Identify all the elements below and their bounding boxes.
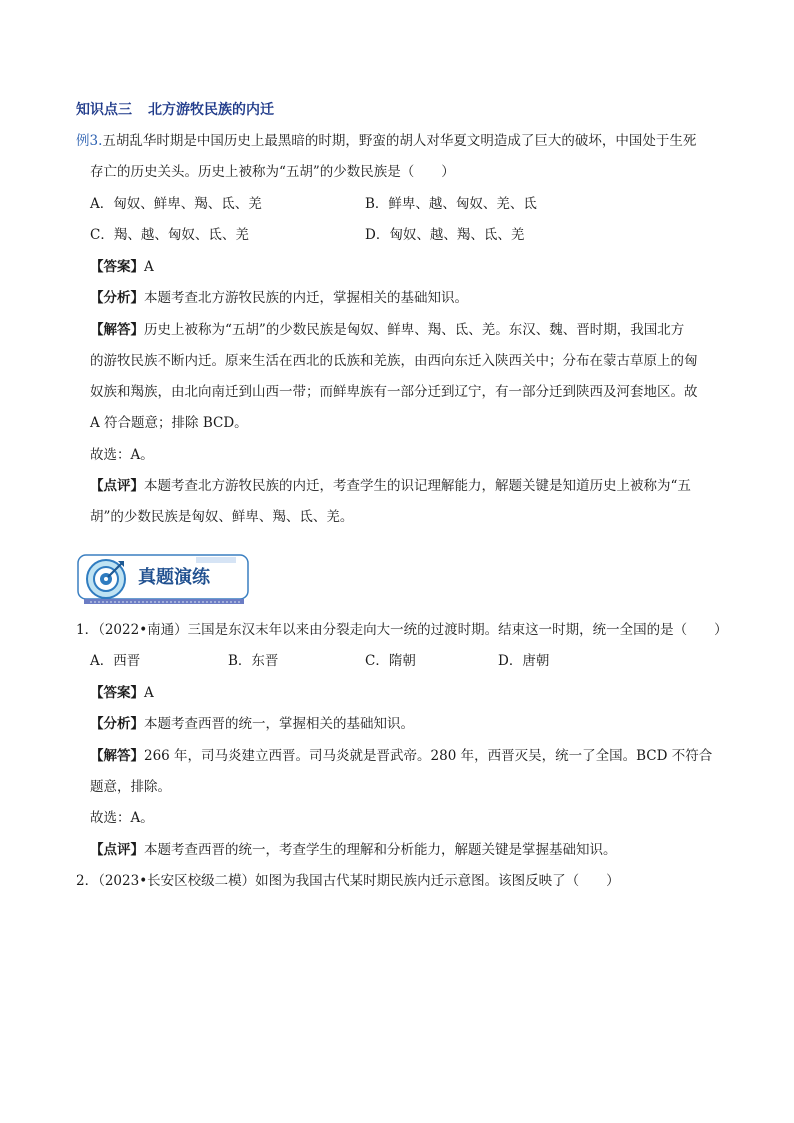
q1-stem: 1．（2022•南通）三国是东汉末年以来由分裂走向大一统的过渡时期。结束这一时期，统一全国的是（ ） (76, 622, 728, 638)
q1-option-b: B．东晋 (228, 653, 279, 669)
example-analysis (90, 288, 468, 308)
example-label: 例3. (76, 133, 103, 149)
example-stem-line-2: 存亡的历史关头。历史上被称为“五胡”的少数民族是（ ） (90, 164, 455, 180)
comment-tag: 【点评】 (90, 842, 144, 858)
example-solution-line-4: A 符合题意；排除 BCD。 (90, 415, 248, 431)
q1-option-d: D．唐朝 (498, 653, 550, 669)
solution-tag: 【解答】 (90, 748, 144, 764)
comment-tag: 【点评】 (90, 478, 144, 494)
answer-value: A (144, 259, 154, 275)
answer-value: A (144, 685, 154, 701)
example-option-c: C．羯、越、匈奴、氐、羌 (90, 227, 249, 243)
solution-text: 266 年，司马炎建立西晋。司马炎就是晋武帝。280 年，西晋灭吴，统一了全国。BCD 不符合 (144, 748, 713, 764)
q1-solution-line-1 (90, 746, 712, 766)
example-option-b: B．鲜卑、越、匈奴、羌、氐 (365, 196, 537, 212)
analysis-text: 本题考查北方游牧民族的内迁，掌握相关的基础知识。 (144, 290, 468, 306)
solution-tag: 【解答】 (90, 322, 144, 338)
section-number: 知识点三 (76, 102, 132, 118)
example-option-d: D．匈奴、越、羯、氐、羌 (365, 227, 525, 243)
banner-title: 真题演练 (138, 567, 210, 588)
example-option-a: A．匈奴、鲜卑、羯、氐、羌 (90, 196, 262, 212)
example-comment-line-2: 胡”的少数民族是匈奴、鲜卑、羯、氐、羌。 (90, 509, 354, 525)
q1-option-c: C．隋朝 (365, 653, 416, 669)
example-answer (90, 257, 154, 277)
example-comment-line-1 (90, 476, 691, 496)
example-stem-line-1 (76, 131, 696, 151)
section-banner (76, 549, 252, 607)
q1-comment (90, 840, 617, 860)
q1-option-a: A．西晋 (90, 653, 141, 669)
target-icon (84, 557, 128, 601)
q2-stem: 2．（2023•长安区校级二模）如图为我国古代某时期民族内迁示意图。该图反映了（ ） (76, 873, 620, 889)
comment-text: 本题考查西晋的统一，考查学生的理解和分析能力，解题关键是掌握基础知识。 (144, 842, 617, 858)
section-title: 北方游牧民族的内迁 (148, 102, 274, 118)
example-solution-line-2: 的游牧民族不断内迁。原来生活在西北的氐族和羌族，由西向东迁入陕西关中；分布在蒙古草原上的匈 (90, 353, 698, 369)
solution-text: 历史上被称为“五胡”的少数民族是匈奴、鲜卑、羯、氐、羌。东汉、魏、晋时期，我国北方 (144, 322, 685, 338)
q1-analysis (90, 714, 414, 734)
example-choice: 故选：A。 (90, 447, 154, 463)
answer-tag: 【答案】 (90, 685, 144, 701)
example-solution-line-1 (90, 320, 684, 340)
answer-tag: 【答案】 (90, 259, 144, 275)
q1-answer (90, 683, 154, 703)
analysis-text: 本题考查西晋的统一，掌握相关的基础知识。 (144, 716, 414, 732)
example-solution-line-3: 奴族和羯族，由北向南迁到山西一带；而鲜卑族有一部分迁到辽宁，有一部分迁到陕西及河套地区。故 (90, 384, 698, 400)
q1-choice: 故选：A。 (90, 810, 154, 826)
analysis-tag: 【分析】 (90, 290, 144, 306)
q1-solution-line-2: 题意，排除。 (90, 779, 171, 795)
example-stem-text: 五胡乱华时期是中国历史上最黑暗的时期，野蛮的胡人对华夏文明造成了巨大的破坏，中国处于生死 (102, 133, 697, 149)
analysis-tag: 【分析】 (90, 716, 144, 732)
comment-text: 本题考查北方游牧民族的内迁，考查学生的识记理解能力，解题关键是知道历史上被称为“五 (144, 478, 691, 494)
section-heading (76, 100, 274, 120)
